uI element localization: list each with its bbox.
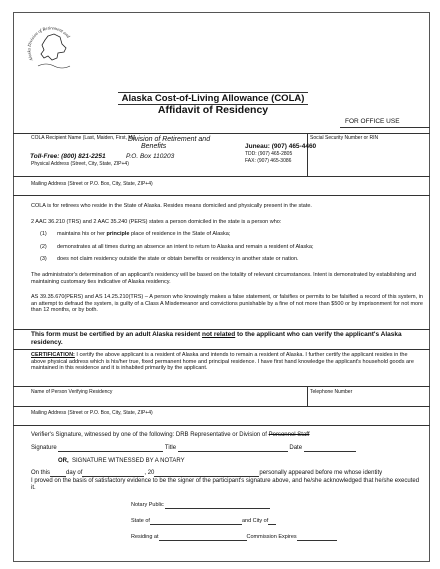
title-field[interactable]	[178, 446, 288, 452]
not-related-emphasis: not related	[201, 331, 236, 338]
divider	[13, 349, 430, 350]
year-field[interactable]	[154, 471, 164, 477]
divider	[13, 425, 430, 426]
notary-on-this-row	[31, 470, 423, 477]
division-name-2: Benefits	[141, 143, 167, 150]
divider	[13, 329, 430, 330]
mailing-address-label: Mailing Address (Street or P.O. Box, City, State, ZIP+4)	[31, 181, 153, 187]
item-1-part: maintains his or her	[57, 231, 107, 237]
item-1-emphasis: principle	[106, 231, 130, 237]
date-label: Date	[289, 445, 303, 451]
notary-public-field[interactable]	[165, 503, 270, 509]
divider	[13, 133, 430, 134]
item-2-text: demonstrates at all times during an absence an intent to return to Alaska and remain a resident of Alaska;	[57, 244, 314, 250]
recipient-name-label: COLA Recipient Name (Last, Maiden, First, MI)	[31, 135, 136, 141]
statute-text: 2 AAC 36.210 (TRS) and 2 AAC 35.240 (PERS) states a person domiciled in the state is a person who:	[31, 219, 282, 225]
signature-label: Signature	[31, 445, 57, 451]
day-field[interactable]	[50, 471, 66, 477]
seal-icon	[24, 22, 78, 76]
commission-expires-field[interactable]	[297, 535, 337, 541]
divider	[13, 406, 430, 407]
form-subtitle: Affidavit of Residency	[157, 104, 269, 116]
fax-number: FAX: (907) 465-3086	[245, 158, 292, 164]
verifier-signature-intro	[31, 432, 423, 439]
item-3-text: does not claim residency outside the state or obtain benefits or residency in another state or nation.	[57, 256, 299, 262]
certification-body: I certify the above applicant is a resident of Alaska and intends to remain a resident of Alaska. I further certify the applicant resides in the above physical address which is his/her true, fixed permanent home and principal residence. I have first hand knowledge the applicant's household goods are maintained in this residence and it is inhabited primarily by the applicant.	[31, 352, 414, 371]
month-field[interactable]	[82, 471, 144, 477]
state-of-label: State of	[131, 518, 150, 524]
intro-text: COLA is for retirees who reside in the State of Alaska. Resides means domiciled and physically present in the state.	[31, 203, 312, 209]
notary-heading-text: SIGNATURE WITNESSED BY A NOTARY	[72, 458, 185, 464]
tdd-phone: TDD: (907) 465-2805	[245, 151, 293, 157]
certification-text	[31, 352, 423, 372]
divider	[13, 386, 430, 387]
item-2-number: (2)	[40, 244, 47, 250]
year-prefix: , 20	[144, 470, 155, 476]
warning-text	[31, 331, 423, 347]
ssn-label: Social Security Number or RIN	[310, 135, 379, 141]
date-field[interactable]	[304, 446, 356, 452]
division-seal	[24, 22, 78, 76]
signature-field[interactable]	[58, 446, 163, 452]
po-box: P.O. Box 110203	[126, 153, 175, 160]
or-label: OR,	[58, 458, 69, 464]
svg-text:Alaska Division of Retirement: Alaska Division of Retirement and	[26, 25, 72, 62]
divider	[307, 386, 308, 406]
telephone-label: Telephone Number	[310, 389, 353, 395]
notary-proved-text: I proved on the basis of satisfactory evidence to be the signer of the participant's signature above, and he/she acknowledged that he/she executed it.	[31, 478, 420, 491]
law-text: AS 39.35.670(PERS) and AS 14.25.210(TRS) – A person who knowingly makes a false statement, or falsifies or permits to be falsified a record of this system, in an attempt to defraud the system, is guilty of a Class A Misdemeanor and convictions punishable by a fine of not more than $500 or by imprisonment for not more than 12 months, or by both.	[31, 294, 423, 313]
on-this-label: On this	[31, 470, 51, 476]
item-3-number: (3)	[40, 256, 47, 262]
item-1-text	[57, 231, 417, 238]
certification-label: CERTIFICATION:	[31, 352, 75, 358]
signature-row	[31, 445, 423, 452]
warning-part: This form must be certified by an adult Alaska resident	[31, 331, 202, 338]
warning-part: to the applicant who can verify the applicant's Alaska residency.	[31, 331, 402, 346]
administrator-text: The administrator's determination of an applicant's residency will be based on the totality of relevant circumstances. Intent is demonstrated by establishing and maintaining customary ties indicative of Alaska residency.	[31, 272, 417, 285]
office-use-underline	[340, 127, 430, 128]
personnel-staff-struck: Personnel Staff	[268, 432, 310, 438]
notary-residing-row	[131, 534, 337, 541]
state-field[interactable]	[150, 519, 242, 525]
toll-free-phone: Toll-Free: (800) 821-2251	[30, 153, 106, 160]
juneau-phone: Juneau: (907) 465-4460	[245, 143, 317, 150]
physical-address-label: Physical Address (Street, City, State, ZIP+4)	[31, 161, 129, 167]
divider	[13, 176, 430, 177]
notary-heading	[58, 458, 185, 465]
appeared-name-field[interactable]	[164, 471, 259, 477]
city-of-label: and City of	[241, 518, 269, 524]
residing-at-label: Residing at	[131, 534, 159, 540]
item-1-number: (1)	[40, 231, 47, 237]
day-of-label: day of	[66, 470, 83, 476]
item-1-part: place of residence in the State of Alaska;	[129, 231, 231, 237]
notary-public-row	[131, 502, 270, 509]
city-field[interactable]	[268, 519, 276, 525]
form-title: Alaska Cost-of-Living Allowance (COLA)	[118, 92, 308, 105]
title-label: Title	[164, 445, 177, 451]
notary-state-row	[131, 518, 276, 525]
division-name-1: Division of Retirement and	[128, 136, 211, 143]
divider	[13, 195, 430, 196]
verifier-name-label: Name of Person Verifying Residency	[31, 389, 113, 395]
divider	[307, 133, 308, 176]
witness-options: Verifier's Signature, witnessed by one of the following: DRB Representative or Division of	[31, 432, 269, 438]
residing-field[interactable]	[159, 535, 247, 541]
commission-expires-label: Commission Expires	[246, 534, 297, 540]
personally-appeared-text: personally appeared before me whose identity	[259, 470, 383, 476]
notary-public-label: Notary Public	[131, 502, 164, 508]
verifier-mailing-label: Mailing Address (Street or P.O. Box, City, State, ZIP+4)	[31, 410, 153, 416]
office-use-label: FOR OFFICE USE	[345, 118, 400, 125]
